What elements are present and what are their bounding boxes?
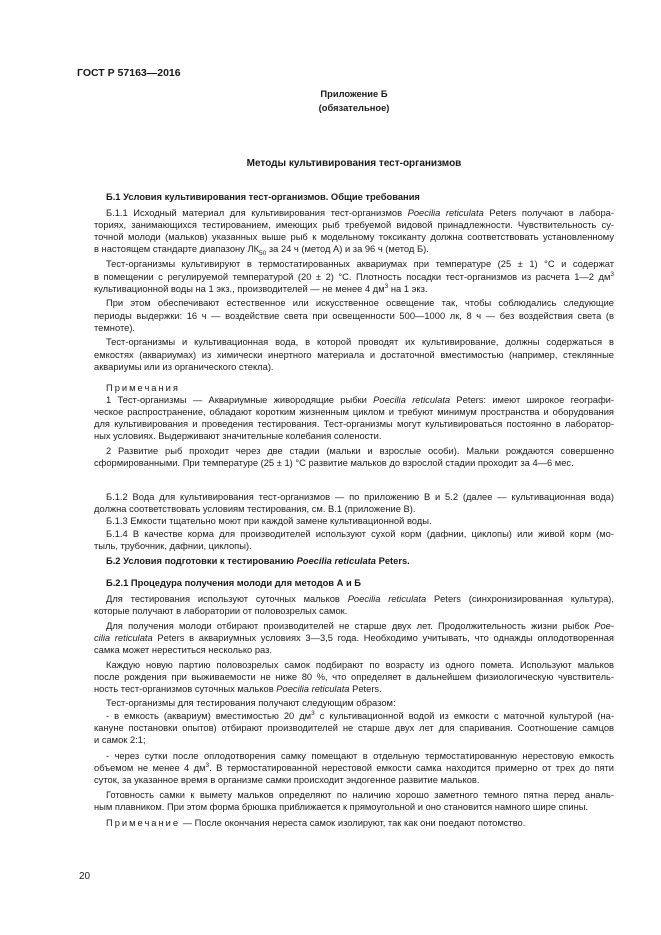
paragraph-b2-4: Тест-организмы для тестирования получают следующим образом: <box>106 698 396 708</box>
section-b1-heading: Б.1 Условия культивирования тест-организмов. Общие требования <box>106 192 420 202</box>
document-header: ГОСТ Р 57163—2016 <box>77 67 181 79</box>
main-title: Методы культивирования тест-организмов <box>246 158 462 169</box>
paragraph-b1-3: Б.1.3 Емкости тщательно моют при каждой замене культивационной воды. <box>106 516 432 526</box>
appendix-note: (обязательное) <box>318 103 390 113</box>
note-final: Примечание — После окончания нереста самок изолируют, так как они поедают потомство. <box>106 818 526 828</box>
notes-title: Примечания <box>106 383 180 393</box>
section-b2-heading: Б.2 Условия подготовки к тестированию Poecilia reticulata Peters. <box>106 556 410 566</box>
section-b2-1-heading: Б.2.1 Процедура получения молоди для методов А и Б <box>106 578 362 588</box>
page-number: 20 <box>79 871 91 882</box>
appendix-title: Приложение Б <box>320 89 388 99</box>
